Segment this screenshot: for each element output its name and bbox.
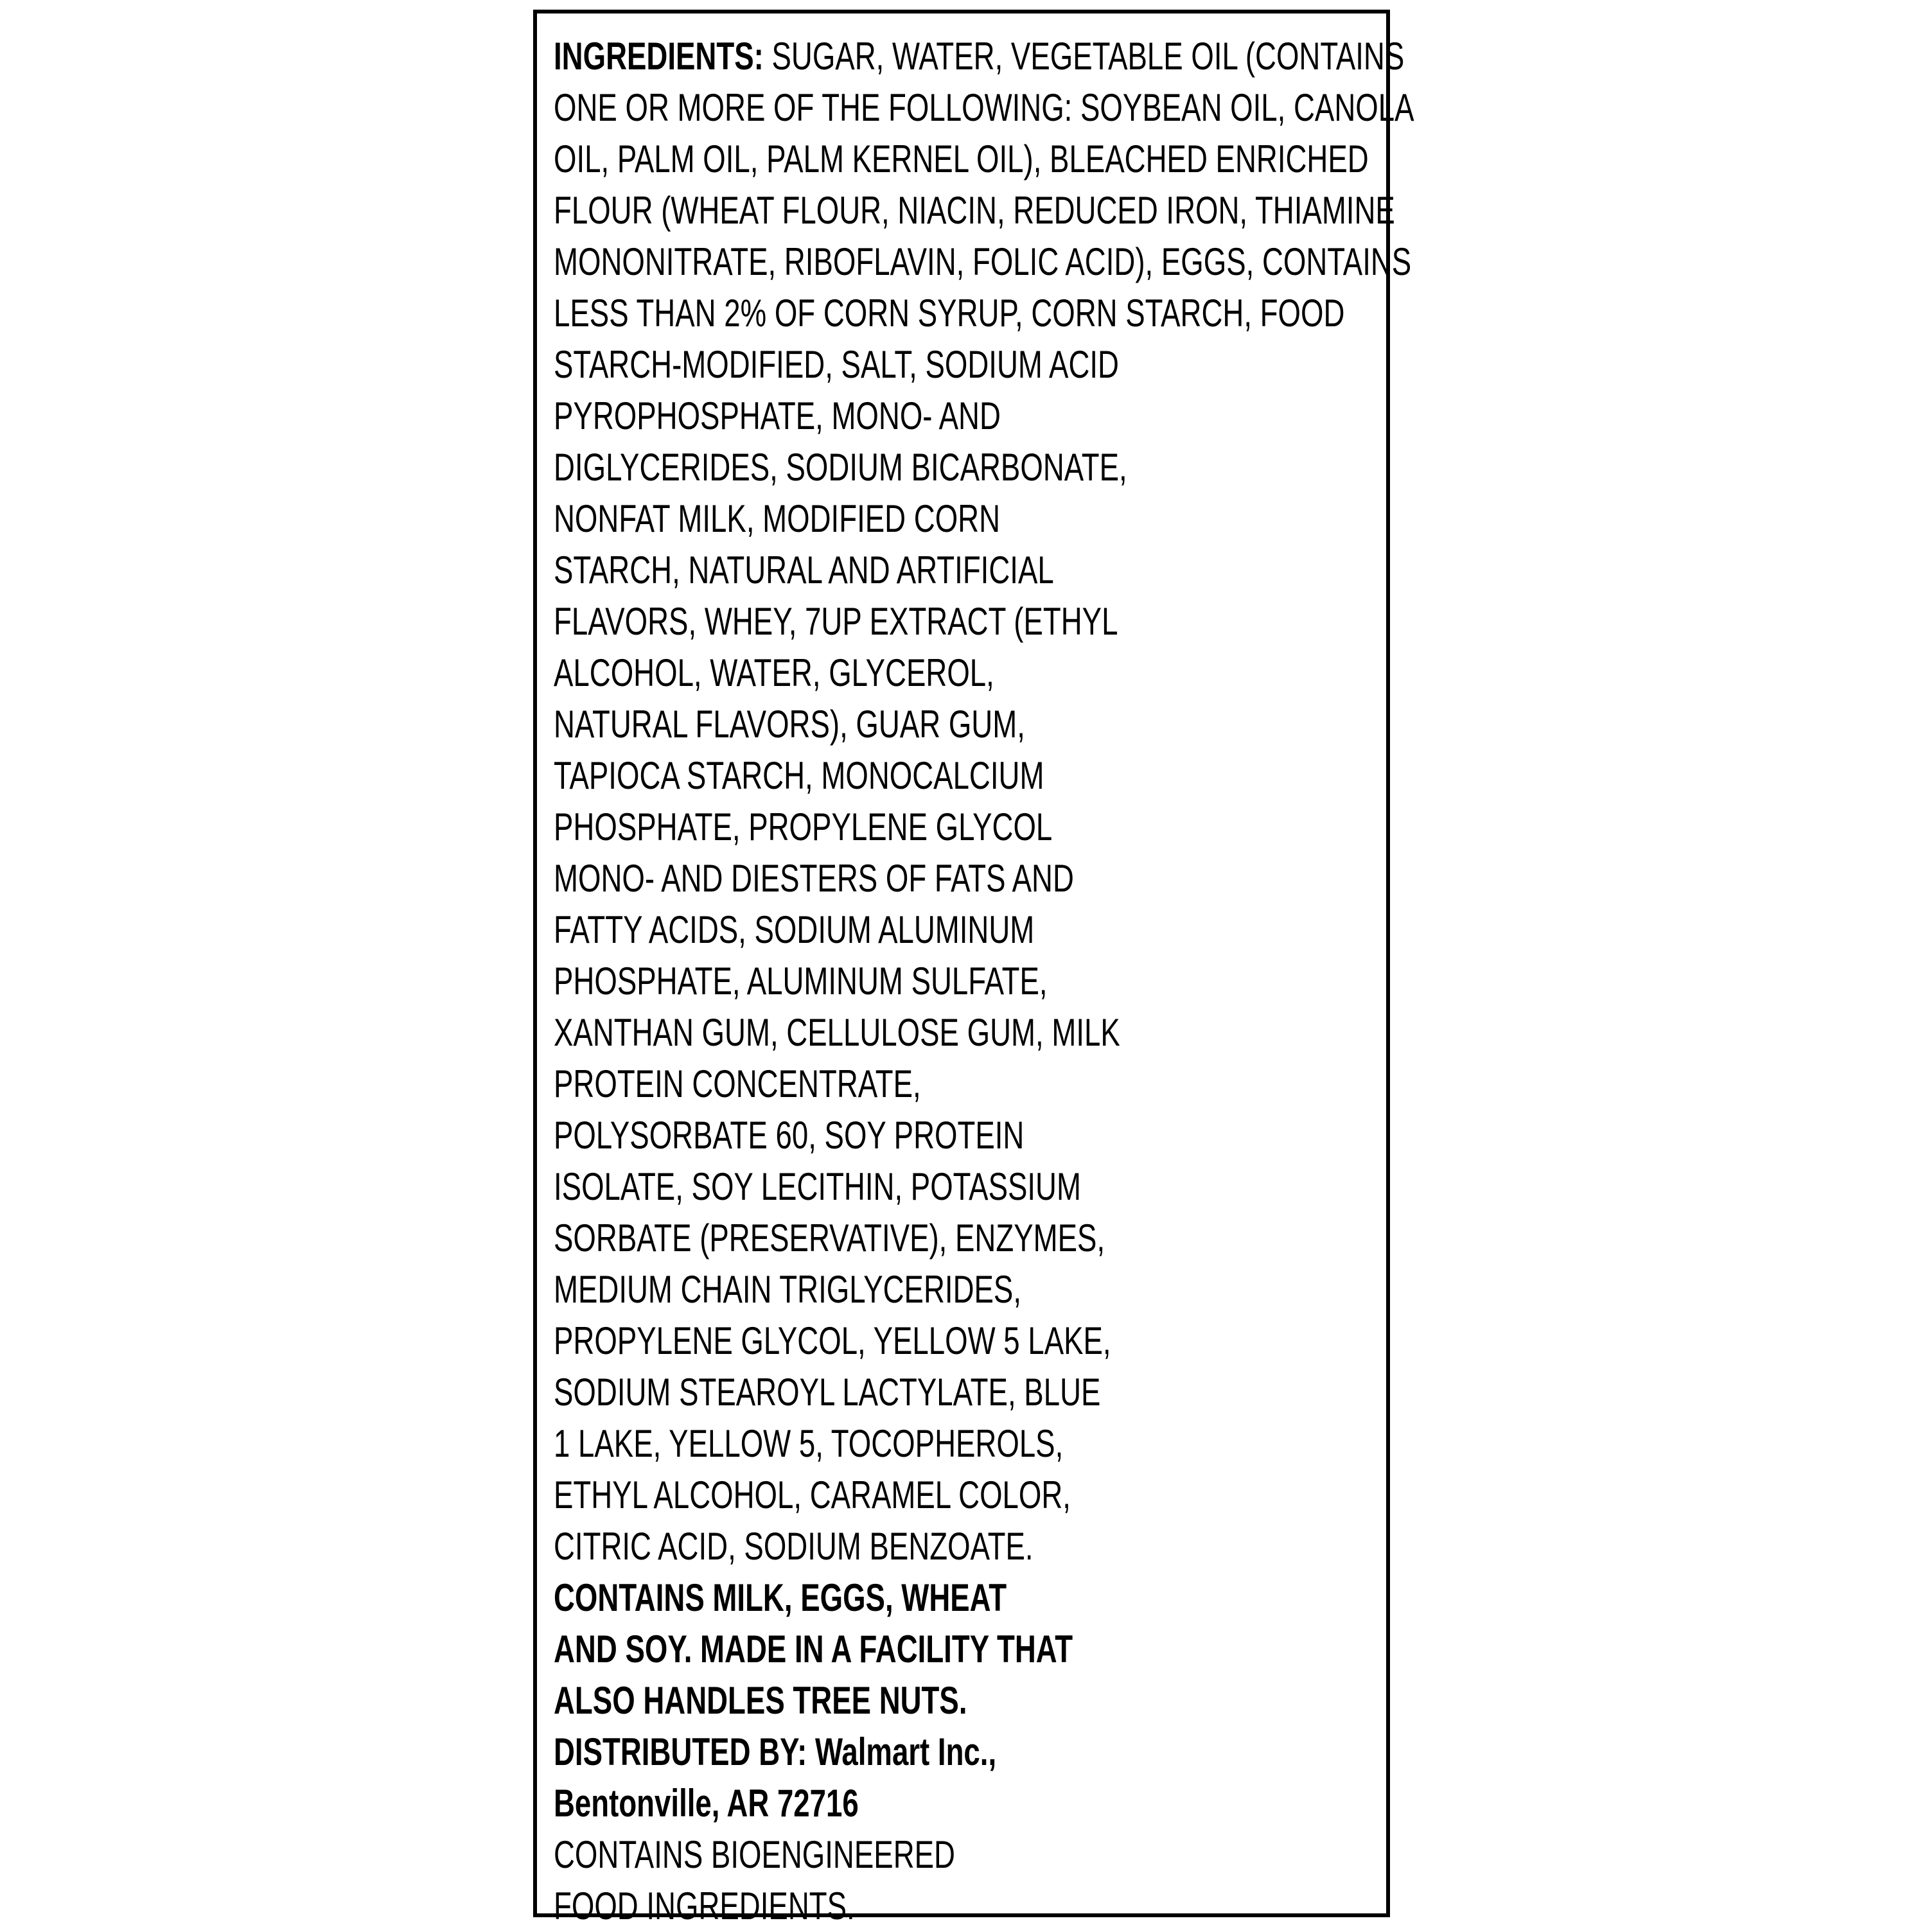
ingredients-line-1 <box>554 31 1405 82</box>
ingredients-line: TAPIOCA STARCH, MONOCALCIUM <box>554 754 1044 797</box>
ingredients-line: MONO- AND DIESTERS OF FATS AND <box>554 857 1074 900</box>
ingredients-line: SODIUM STEAROYL LACTYLATE, BLUE <box>554 1371 1101 1414</box>
bioengineered-disclosure-line: FOOD INGREDIENTS. <box>554 1884 855 1928</box>
allergen-statement-line: AND SOY. MADE IN A FACILITY THAT <box>554 1628 1073 1671</box>
ingredients-line: PHOSPHATE, ALUMINUM SULFATE, <box>554 960 1048 1003</box>
ingredients-line: MONONITRATE, RIBOFLAVIN, FOLIC ACID), EGGS, CONTAINS <box>554 240 1412 283</box>
ingredients-line: LESS THAN 2% OF CORN SYRUP, CORN STARCH, FOOD <box>554 292 1345 335</box>
ingredients-line: MEDIUM CHAIN TRIGLYCERIDES, <box>554 1268 1021 1311</box>
ingredients-line: OIL, PALM OIL, PALM KERNEL OIL), BLEACHED ENRICHED <box>554 137 1369 180</box>
ingredients-line: ETHYL ALCOHOL, CARAMEL COLOR, <box>554 1473 1071 1516</box>
ingredients-line: DIGLYCERIDES, SODIUM BICARBONATE, <box>554 446 1127 489</box>
ingredients-line-text: SUGAR, WATER, VEGETABLE OIL (CONTAINS <box>763 35 1405 78</box>
ingredients-label-text <box>554 31 1414 1932</box>
allergen-statement-line: CONTAINS MILK, EGGS, WHEAT <box>554 1576 1007 1619</box>
ingredients-line: STARCH, NATURAL AND ARTIFICIAL <box>554 549 1054 592</box>
ingredients-heading: INGREDIENTS: <box>554 35 764 78</box>
bioengineered-disclosure-line: CONTAINS BIOENGINEERED <box>554 1833 955 1876</box>
ingredients-line: POLYSORBATE 60, SOY PROTEIN <box>554 1114 1025 1157</box>
ingredients-line: STARCH-MODIFIED, SALT, SODIUM ACID <box>554 343 1119 386</box>
ingredients-line: PHOSPHATE, PROPYLENE GLYCOL <box>554 805 1053 848</box>
ingredients-line: SORBATE (PRESERVATIVE), ENZYMES, <box>554 1216 1105 1260</box>
allergen-statement-line: ALSO HANDLES TREE NUTS. <box>554 1679 967 1722</box>
ingredients-line: NONFAT MILK, MODIFIED CORN <box>554 497 1001 540</box>
ingredients-line: PYROPHOSPHATE, MONO- AND <box>554 394 1001 437</box>
ingredients-line: FLAVORS, WHEY, 7UP EXTRACT (ETHYL <box>554 600 1118 643</box>
ingredients-line: ONE OR MORE OF THE FOLLOWING: SOYBEAN OIL, CANOLA <box>554 86 1414 129</box>
ingredients-line: FATTY ACIDS, SODIUM ALUMINUM <box>554 908 1035 951</box>
ingredients-line: NATURAL FLAVORS), GUAR GUM, <box>554 703 1025 746</box>
ingredients-line: 1 LAKE, YELLOW 5, TOCOPHEROLS, <box>554 1422 1064 1465</box>
distributor-line: Bentonville, AR 72716 <box>554 1782 859 1825</box>
distributor-line: DISTRIBUTED BY: Walmart Inc., <box>554 1730 997 1773</box>
ingredients-line: CITRIC ACID, SODIUM BENZOATE. <box>554 1525 1034 1568</box>
ingredients-label-panel <box>533 10 1414 1928</box>
ingredients-line: PROTEIN CONCENTRATE, <box>554 1062 921 1105</box>
ingredients-line: ISOLATE, SOY LECITHIN, POTASSIUM <box>554 1165 1081 1208</box>
ingredients-line: PROPYLENE GLYCOL, YELLOW 5 LAKE, <box>554 1319 1111 1362</box>
ingredients-line: XANTHAN GUM, CELLULOSE GUM, MILK <box>554 1011 1120 1054</box>
ingredients-line: FLOUR (WHEAT FLOUR, NIACIN, REDUCED IRON, THIAMINE <box>554 189 1395 232</box>
ingredients-line: ALCOHOL, WATER, GLYCEROL, <box>554 651 994 694</box>
